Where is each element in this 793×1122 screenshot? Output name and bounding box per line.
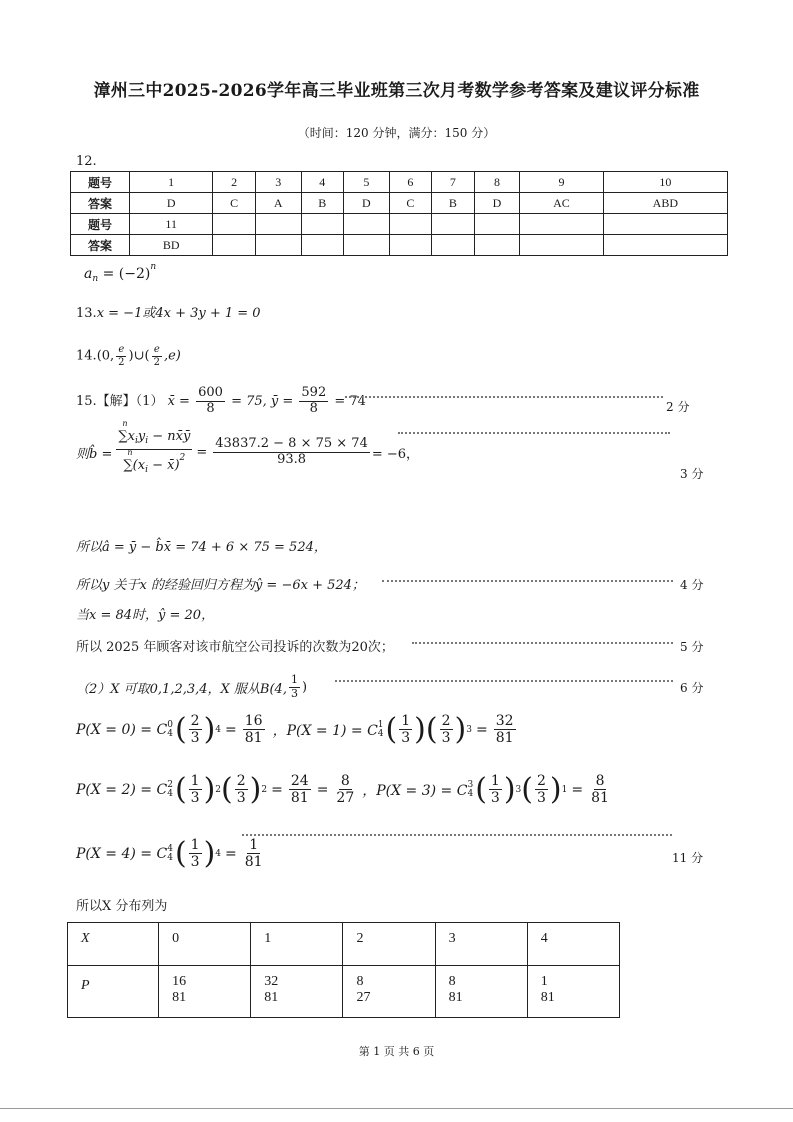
table-cell: 8 (474, 172, 520, 193)
table-cell (344, 214, 390, 235)
table-row (71, 235, 728, 256)
leader-dots (382, 580, 673, 582)
distribution-table (67, 922, 620, 1018)
table-cell (213, 235, 256, 256)
page-footer: 第 1 页 共 6 页 (358, 1045, 435, 1058)
q15-means: 15.【解】（1） x̄ = $\frac{600}{8}$ = 75, ȳ = $\frac{592}{8}$ = 74 (76, 385, 366, 416)
table-cell: 7 (432, 172, 475, 193)
table-cell: 2 (213, 172, 256, 193)
table-cell (344, 235, 390, 256)
table-cell: AC (520, 193, 603, 214)
regression-equation: 所以y 关于x 的经验回归方程为ŷ = −6x + 524； (76, 578, 365, 593)
table-cell: 0 (159, 923, 251, 966)
table-cell (432, 235, 475, 256)
q13-answer: 13.x = −1或4x + 3y + 1 = 0 (76, 306, 261, 321)
table-cell: 1 (130, 172, 213, 193)
table-cell (520, 235, 603, 256)
table-cell (603, 214, 727, 235)
table-cell (255, 235, 301, 256)
answer-table (70, 171, 728, 256)
table-cell (603, 235, 727, 256)
table-cell: 32 81 (251, 966, 343, 1018)
table-cell: B (301, 193, 344, 214)
table-cell: ABD (603, 193, 727, 214)
table-row (68, 923, 620, 966)
table-cell: D (474, 193, 520, 214)
table-header: P (68, 966, 159, 1018)
leader-dots (412, 642, 673, 644)
table-header: X (68, 923, 159, 966)
q12-answer: $a_n = (-2)^n$ (84, 262, 157, 284)
table-cell: A (255, 193, 301, 214)
part2-intro: （2）X 可取0,1,2,3,4，X 服从B(4, $\frac{1}{3}$ ) (76, 673, 308, 700)
leader-dots (345, 396, 663, 398)
table-cell (520, 214, 603, 235)
q14-answer: 14.(0, $\frac{e}{2}$ )∪( $\frac{e}{2}$ ,e) (76, 344, 181, 368)
p4-line: P(X = 4) = C 4 4 ( $\frac{1}{3}$ ) 4 = $\frac{1}{81}$ (76, 836, 263, 871)
table-cell: C (389, 193, 432, 214)
table-cell: D (344, 193, 390, 214)
table-cell (474, 235, 520, 256)
leader-dots (398, 432, 670, 434)
score-mark: 4 分 (680, 578, 704, 592)
table-cell (255, 214, 301, 235)
table-cell: 5 (344, 172, 390, 193)
table-cell (432, 214, 475, 235)
leader-dots (242, 834, 672, 836)
table-cell: 16 81 (159, 966, 251, 1018)
table-row (71, 193, 728, 214)
table-cell: 1 (251, 923, 343, 966)
table-cell: C (213, 193, 256, 214)
table-cell (301, 214, 344, 235)
score-mark: 2 分 (666, 400, 690, 414)
table-cell: 3 (255, 172, 301, 193)
p2-p3-line: P(X = 2) = C 2 4 ( $\frac{1}{3}$ ) 2 ( $\frac{2}{3}$ ) 2 = $\frac{24}{81}$ = $\frac{8}{27}$ ，P(X = 3) = C 3 4 ( $\frac{1}{3}$ ) 3 ( $\frac{2}{3}$ ) 1 = $\frac{8}{81}$ (76, 772, 609, 807)
table-cell: BD (130, 235, 213, 256)
table-cell (213, 214, 256, 235)
p0-p1-line: P(X = 0) = C 0 4 ( $\frac{2}{3}$ ) 4 = $\frac{16}{81}$ ，P(X = 1) = C 1 4 ( $\frac{1}{3}$ ) ( $\frac{2}{3}$ ) 3 = $\frac{32}{81}$ (76, 712, 514, 747)
table-cell: 6 (389, 172, 432, 193)
table-row (68, 966, 620, 1018)
table-header: 题号 (71, 214, 130, 235)
table-cell: 3 (435, 923, 527, 966)
conclusion-line: 所以 2025 年顾客对该市航空公司投诉的次数为20次； (76, 640, 394, 655)
score-mark: 5 分 (680, 640, 704, 654)
table-cell: 4 (527, 923, 619, 966)
b-hat-formula: 则b̂ = n $\sum x_iy_i$ − nx̄ȳ n $\sum(x_i$ − x̄)$^2$ = $\frac{43837.2 - 8 \times 75 \times 74}{93.8}$ = −6， (76, 419, 420, 476)
prediction-line: 当x = 84时，ŷ = 20， (76, 608, 215, 623)
divider (0, 1108, 793, 1109)
table-cell (301, 235, 344, 256)
table-cell: 11 (130, 214, 213, 235)
score-mark: 11 分 (672, 851, 704, 865)
table-row (71, 172, 728, 193)
score-mark: 6 分 (680, 681, 704, 695)
table-cell: D (130, 193, 213, 214)
table-cell: B (432, 193, 475, 214)
table-cell: 4 (301, 172, 344, 193)
a-hat-line: 所以â = ȳ − b̂x̄ = 74 + 6 × 75 = 524， (76, 540, 327, 555)
exam-info: （时间：120 分钟，满分：150 分） (297, 126, 496, 140)
page-title: 漳州三中2025-2026学年高三毕业班第三次月考数学参考答案及建议评分标准 (93, 81, 700, 101)
score-mark: 3 分 (680, 467, 704, 481)
table-cell: 2 (343, 923, 435, 966)
table-row (71, 214, 728, 235)
table-cell: 10 (603, 172, 727, 193)
table-header: 题号 (71, 172, 130, 193)
table-cell: 1 81 (527, 966, 619, 1018)
table-cell (389, 214, 432, 235)
table-cell (474, 214, 520, 235)
table-header: 答案 (71, 193, 130, 214)
table-cell: 8 81 (435, 966, 527, 1018)
table-cell: 9 (520, 172, 603, 193)
table-cell (389, 235, 432, 256)
distribution-intro: 所以X 分布列为 (76, 899, 168, 914)
q12-label: 12. (76, 154, 97, 169)
table-cell: 8 27 (343, 966, 435, 1018)
leader-dots (335, 680, 673, 682)
table-header: 答案 (71, 235, 130, 256)
